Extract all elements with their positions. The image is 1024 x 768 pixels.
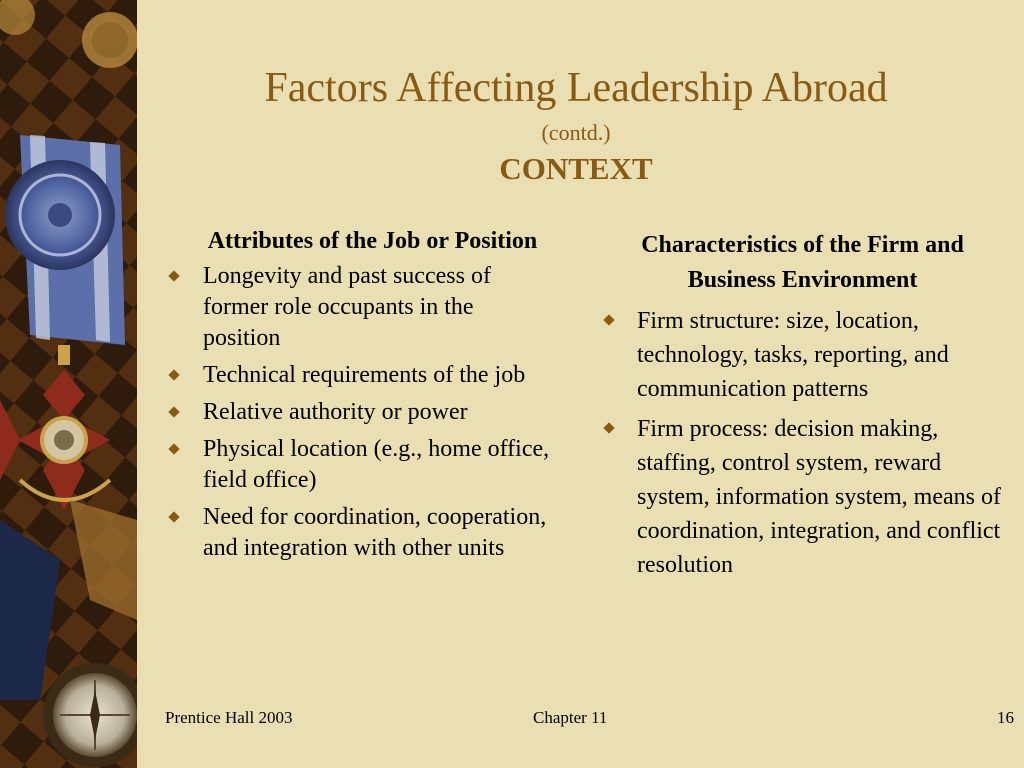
medal-and-compass-photo (0, 0, 137, 768)
bullet-text: Physical location (e.g., home office, field office) (203, 436, 550, 493)
list-item (600, 304, 1005, 406)
diamond-bullet-icon (168, 511, 179, 522)
footer-publisher: Prentice Hall 2003 (165, 708, 293, 727)
diamond-bullet-icon (603, 314, 614, 325)
slide-title: Factors Affecting Leadership Abroad (264, 65, 888, 111)
list-item (165, 397, 555, 428)
right-column (600, 228, 1005, 588)
bullet-text: Need for coordination, cooperation, and integration with other units (203, 504, 547, 561)
right-column-heading: Characteristics of the Firm and Business Environment (641, 232, 964, 293)
list-item (165, 502, 555, 564)
bullet-text: Relative authority or power (203, 399, 468, 425)
diamond-bullet-icon (168, 369, 179, 380)
left-column-heading: Attributes of the Job or Position (207, 228, 538, 254)
left-bullet-list (165, 261, 555, 564)
list-item (600, 412, 1005, 582)
list-item (165, 434, 555, 496)
section-label: CONTEXT (499, 151, 653, 186)
slide-subtitle: (contd.) (541, 120, 611, 145)
bullet-text: Longevity and past success of former role occupants in the position (203, 263, 491, 351)
footer-page-number: 16 (997, 708, 1014, 727)
diamond-bullet-icon (168, 270, 179, 281)
bullet-text: Firm process: decision making, staffing, control system, reward system, information system, means of coordination, integration, and conflict resolution (637, 416, 1001, 578)
footer-chapter: Chapter 11 (533, 708, 608, 727)
list-item (165, 261, 555, 354)
bullet-text: Technical requirements of the job (203, 362, 526, 388)
diamond-bullet-icon (168, 406, 179, 417)
diamond-bullet-icon (168, 443, 179, 454)
list-item (165, 360, 555, 391)
left-column (165, 226, 555, 570)
right-bullet-list (600, 304, 1005, 582)
diamond-bullet-icon (603, 422, 614, 433)
bullet-text: Firm structure: size, location, technology, tasks, reporting, and communication patterns (637, 308, 949, 402)
